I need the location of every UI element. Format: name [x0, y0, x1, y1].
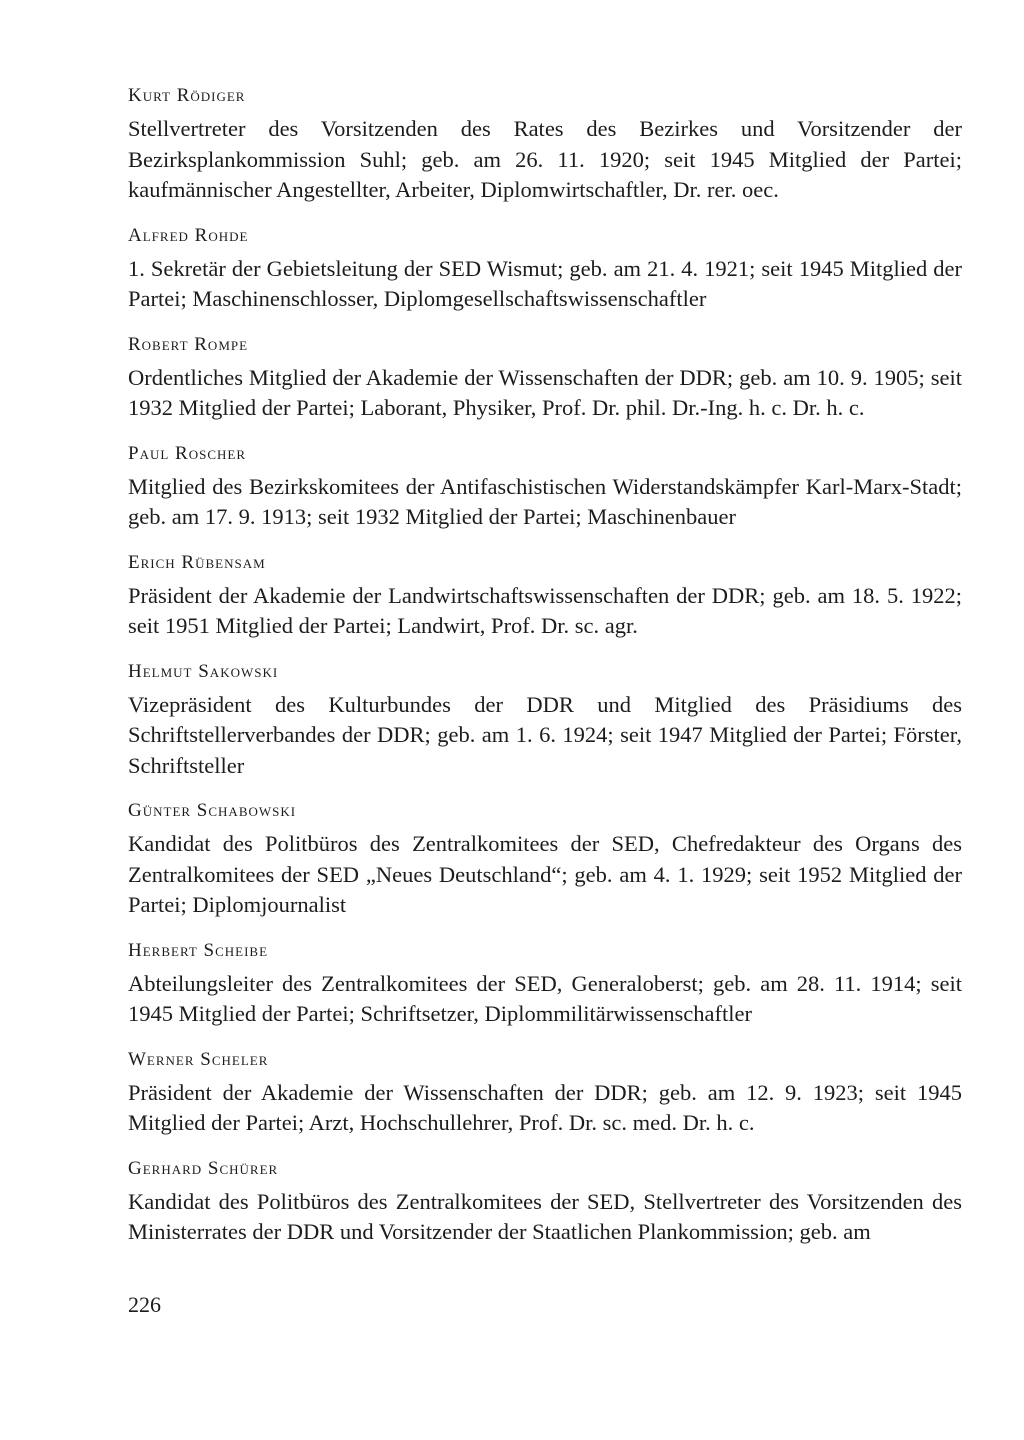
biography-entry [128, 436, 962, 533]
person-name: Paul Roscher [128, 442, 246, 464]
person-description: Kandidat des Politbüros des Zentralkomitees der SED, Stellvertreter des Vorsitzenden des Ministerrates der DDR und Vorsitzender der Staatlichen Plankommission; geb. am [128, 1188, 962, 1244]
biography-entry [128, 1151, 962, 1248]
biography-list [128, 78, 962, 1260]
person-name: Werner Scheler [128, 1048, 269, 1070]
biography-entry [128, 1042, 962, 1139]
person-name: Günter Schabowski [128, 800, 297, 821]
biography-entry [128, 654, 962, 782]
person-description: Stellvertreter des Vorsitzenden des Rates des Bezirkes und Vorsitzender der Bezirksplankommission Suhl; geb. am 26. 11. 1920; seit 1945 Mitglied der Partei; kaufmännischer Angestellter, Arbeiter, Diplomwirtschaftler, Dr. rer. oec. [128, 116, 962, 202]
person-name: Kurt Rödiger [128, 85, 246, 106]
person-name: Herbert Scheibe [128, 939, 269, 961]
biography-entry [128, 78, 962, 206]
page-number: 226 [128, 1292, 161, 1317]
person-description: Ordentliches Mitglied der Akademie der Wissenschaften der DDR; geb. am 10. 9. 1905; seit 1932 Mitglied der Partei; Laborant, Physiker, Prof. Dr. phil. Dr.-Ing. h. c. Dr. h. c. [128, 364, 962, 420]
person-description: Präsident der Akademie der Landwirtschaftswissenschaften der DDR; geb. am 18. 5. 1922; seit 1951 Mitglied der Partei; Landwirt, Prof. Dr. sc. agr. [128, 582, 962, 638]
person-description: 1. Sekretär der Gebietsleitung der SED Wismut; geb. am 21. 4. 1921; seit 1945 Mitglied der Partei; Maschinenschlosser, Diplomgesellschaftswissenschaftler [128, 255, 962, 311]
person-description: Vizepräsident des Kulturbundes der DDR und Mitglied des Präsidiums des Schriftstellerverbandes der DDR; geb. am 1. 6. 1924; seit 1947 Mitglied der Partei; Förster, Schriftsteller [128, 691, 962, 778]
person-description: Kandidat des Politbüros des Zentralkomitees der SED, Chefredakteur des Organs des Zentralkomitees der SED „Neues Deutschland“; geb. am 4. 1. 1929; seit 1952 Mitglied der Partei; Diplomjournalist [128, 831, 962, 917]
person-name: Erich Rübensam [128, 551, 266, 573]
person-description: Präsident der Akademie der Wissenschaften der DDR; geb. am 12. 9. 1923; seit 1945 Mitglied der Partei; Arzt, Hochschullehrer, Prof. Dr. sc. med. Dr. h. c. [128, 1079, 962, 1135]
biography-entry [128, 793, 962, 921]
biography-entry [128, 218, 962, 315]
person-name: Helmut Sakowski [128, 660, 279, 682]
person-name: Alfred Rohde [128, 224, 249, 246]
person-name: Gerhard Schürer [128, 1157, 279, 1179]
person-description: Abteilungsleiter des Zentralkomitees der SED, Generaloberst; geb. am 28. 11. 1914; seit 1945 Mitglied der Partei; Schriftsetzer, Diplommilitärwissenschaftler [128, 970, 962, 1026]
person-description: Mitglied des Bezirkskomitees der Antifaschistischen Widerstandskämpfer Karl-Marx-Stadt; geb. am 17. 9. 1913; seit 1932 Mitglied der Partei; Maschinenbauer [128, 473, 962, 529]
person-name: Robert Rompe [128, 333, 249, 355]
biography-entry [128, 327, 962, 424]
biography-entry [128, 545, 962, 642]
biography-entry [128, 933, 962, 1030]
